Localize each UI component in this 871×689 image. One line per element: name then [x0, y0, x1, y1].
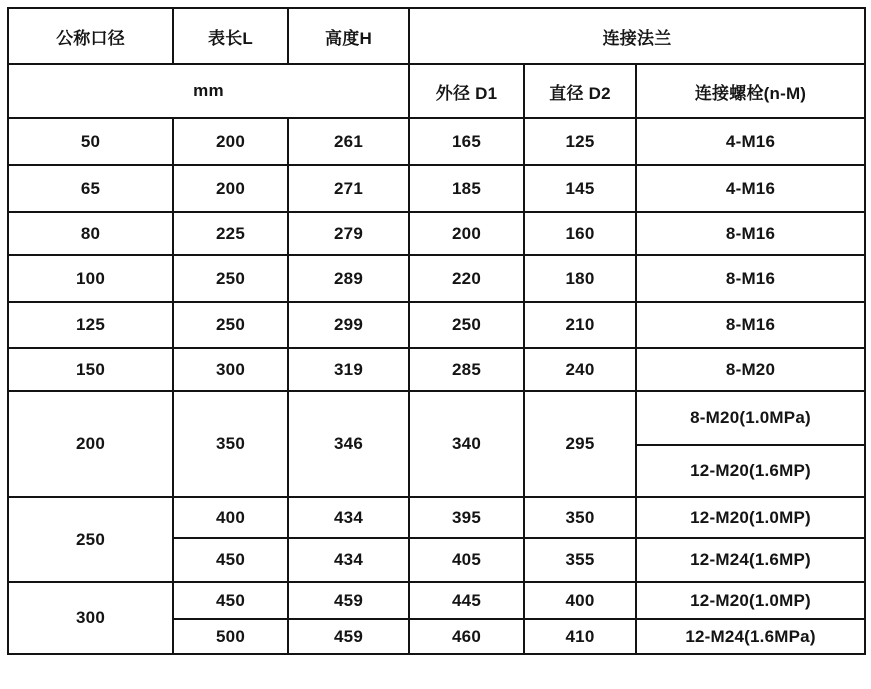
cell-dn: 125 — [8, 302, 173, 348]
cell-length: 300 — [173, 348, 288, 391]
cell-length: 200 — [173, 165, 288, 212]
row-dn200-a — [8, 391, 865, 445]
cell-dn: 50 — [8, 118, 173, 165]
cell-dn: 100 — [8, 255, 173, 302]
cell-length: 450 — [173, 538, 288, 582]
cell-d2: 355 — [524, 538, 636, 582]
cell-height: 279 — [288, 212, 409, 255]
cell-length: 225 — [173, 212, 288, 255]
cell-length: 450 — [173, 582, 288, 619]
header-nominal-diameter: 公称口径 — [8, 8, 173, 64]
header-outer-diameter-d1: 外径 D1 — [409, 64, 524, 118]
cell-height: 459 — [288, 619, 409, 654]
cell-dn: 65 — [8, 165, 173, 212]
cell-bolts: 8-M16 — [636, 212, 865, 255]
header-row-1 — [8, 8, 865, 64]
header-height: 高度H — [288, 8, 409, 64]
header-meter-length: 表长L — [173, 8, 288, 64]
cell-d2: 210 — [524, 302, 636, 348]
cell-d2: 400 — [524, 582, 636, 619]
cell-d1: 165 — [409, 118, 524, 165]
cell-bolts: 8-M20 — [636, 348, 865, 391]
flange-spec-table — [7, 7, 866, 655]
cell-d2: 180 — [524, 255, 636, 302]
cell-d1: 185 — [409, 165, 524, 212]
row-dn300-a — [8, 582, 865, 619]
header-unit-mm: mm — [8, 64, 409, 118]
cell-length: 250 — [173, 255, 288, 302]
cell-bolts: 8-M16 — [636, 255, 865, 302]
cell-dn: 250 — [8, 497, 173, 582]
cell-dn: 300 — [8, 582, 173, 654]
cell-bolts: 12-M20(1.0MP) — [636, 497, 865, 538]
cell-length: 500 — [173, 619, 288, 654]
cell-d1: 445 — [409, 582, 524, 619]
cell-bolts: 8-M20(1.0MPa) — [636, 391, 865, 445]
cell-dn: 200 — [8, 391, 173, 497]
cell-d1: 250 — [409, 302, 524, 348]
cell-bolts: 4-M16 — [636, 165, 865, 212]
cell-height: 289 — [288, 255, 409, 302]
cell-length: 250 — [173, 302, 288, 348]
cell-height: 434 — [288, 538, 409, 582]
row-dn80 — [8, 212, 865, 255]
cell-height: 346 — [288, 391, 409, 497]
cell-d2: 125 — [524, 118, 636, 165]
cell-dn: 150 — [8, 348, 173, 391]
cell-bolts: 12-M20(1.0MP) — [636, 582, 865, 619]
cell-length: 400 — [173, 497, 288, 538]
cell-d2: 240 — [524, 348, 636, 391]
row-dn150 — [8, 348, 865, 391]
cell-d1: 220 — [409, 255, 524, 302]
cell-height: 459 — [288, 582, 409, 619]
cell-bolts: 12-M24(1.6MPa) — [636, 619, 865, 654]
cell-d2: 160 — [524, 212, 636, 255]
cell-bolts: 12-M20(1.6MP) — [636, 445, 865, 497]
cell-d2: 410 — [524, 619, 636, 654]
cell-d1: 200 — [409, 212, 524, 255]
cell-dn: 80 — [8, 212, 173, 255]
row-dn250-a — [8, 497, 865, 538]
cell-bolts: 4-M16 — [636, 118, 865, 165]
cell-d1: 285 — [409, 348, 524, 391]
cell-height: 261 — [288, 118, 409, 165]
cell-d1: 340 — [409, 391, 524, 497]
cell-d2: 145 — [524, 165, 636, 212]
cell-length: 350 — [173, 391, 288, 497]
cell-d1: 405 — [409, 538, 524, 582]
cell-bolts: 12-M24(1.6MP) — [636, 538, 865, 582]
header-connection-bolts: 连接螺栓(n-M) — [636, 64, 865, 118]
cell-d1: 460 — [409, 619, 524, 654]
row-dn65 — [8, 165, 865, 212]
cell-height: 299 — [288, 302, 409, 348]
header-diameter-d2: 直径 D2 — [524, 64, 636, 118]
cell-bolts: 8-M16 — [636, 302, 865, 348]
cell-height: 319 — [288, 348, 409, 391]
header-connection-flange: 连接法兰 — [409, 8, 865, 64]
cell-d1: 395 — [409, 497, 524, 538]
row-dn50 — [8, 118, 865, 165]
cell-d2: 295 — [524, 391, 636, 497]
header-row-2 — [8, 64, 865, 118]
row-dn100 — [8, 255, 865, 302]
cell-length: 200 — [173, 118, 288, 165]
row-dn125 — [8, 302, 865, 348]
cell-height: 434 — [288, 497, 409, 538]
cell-height: 271 — [288, 165, 409, 212]
cell-d2: 350 — [524, 497, 636, 538]
